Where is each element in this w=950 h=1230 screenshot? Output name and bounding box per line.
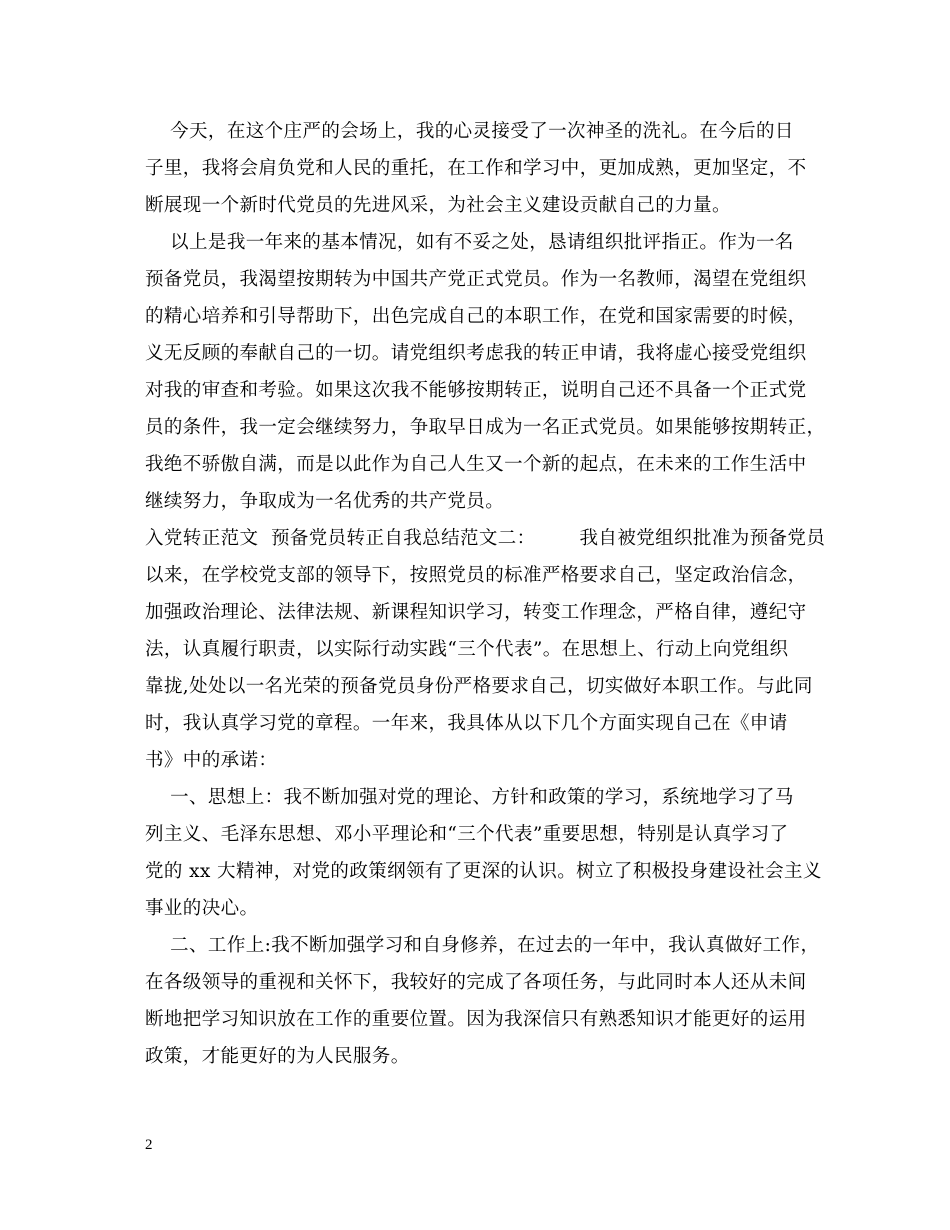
text-line: 断展现一个新时代党员的先进风采，为社会主义建设贡献自己的力量。 <box>145 195 731 216</box>
section-heading-line: 入党转正范文 预备党员转正自我总结范文二： 我自被党组织批准为预备党员 <box>145 528 826 549</box>
text-line: 时，我认真学习党的章程。一年来，我具体从以下几个方面实现自己在《申请 <box>145 713 788 734</box>
text-line: 断地把学习知识放在工作的重要位置。因为我深信只有熟悉知识才能更好的运用 <box>145 1009 807 1030</box>
text-line: 以来，在学校党支部的领导下，按照党员的标准严格要求自己，坚定政治信念， <box>145 565 807 586</box>
text-line: 政策，才能更好的为人民服务。 <box>145 1046 410 1067</box>
text-line: 子里，我将会肩负党和人民的重托，在工作和学习中，更加成熟，更加坚定，不 <box>145 158 807 179</box>
text-line: 二、工作上:我不断加强学习和自身修养，在过去的一年中，我认真做好工作， <box>145 935 820 956</box>
text-line: 一、思想上：我不断加强对党的理论、方针和政策的学习，系统地学习了马 <box>145 787 794 808</box>
text-line: 义无反顾的奉献自己的一切。请党组织考虑我的转正申请，我将虚心接受党组织 <box>145 343 807 364</box>
text-line: 预备党员，我渴望按期转为中国共产党正式党员。作为一名教师，渴望在党组织 <box>145 269 807 290</box>
text-line: 党的 xx 大精神，对党的政策纲领有了更深的认识。树立了积极投身建设社会主义 <box>145 861 822 882</box>
text-line: 法，认真履行职责，以实际行动实践“三个代表”。在思想上、行动上向党组织 <box>145 639 789 660</box>
text-line: 事业的决心。 <box>145 898 259 919</box>
text-line: 的精心培养和引导帮助下，出色完成自己的本职工作，在党和国家需要的时候， <box>145 306 807 327</box>
text-line: 以上是我一年来的基本情况，如有不妥之处，恳请组织批评指正。作为一名 <box>145 232 794 253</box>
text-line: 员的条件，我一定会继续努力，争取早日成为一名正式党员。如果能够按期转正， <box>145 417 826 438</box>
text-line: 列主义、毛泽东思想、邓小平理论和“三个代表”重要思想，特别是认真学习了 <box>145 824 789 845</box>
text-line: 对我的审查和考验。如果这次我不能够按期转正，说明自己还不具备一个正式党 <box>145 380 807 401</box>
text-line: 加强政治理论、法律法规、新课程知识学习，转变工作理念，严格自律，遵纪守 <box>145 602 807 623</box>
text-line: 靠拢,处处以一名光荣的预备党员身份严格要求自己，切实做好本职工作。与此同 <box>145 676 813 697</box>
text-line: 书》中的承诺： <box>145 750 278 771</box>
text-line: 今天，在这个庄严的会场上，我的心灵接受了一次神圣的洗礼。在今后的日 <box>145 121 794 142</box>
page-number: 2 <box>145 1137 153 1153</box>
text-line: 在各级领导的重视和关怀下，我较好的完成了各项任务，与此同时本人还从未间 <box>145 972 807 993</box>
text-line: 我绝不骄傲自满，而是以此作为自己人生又一个新的起点，在未来的工作生活中 <box>145 454 807 475</box>
text-line: 继续努力，争取成为一名优秀的共产党员。 <box>145 491 505 512</box>
